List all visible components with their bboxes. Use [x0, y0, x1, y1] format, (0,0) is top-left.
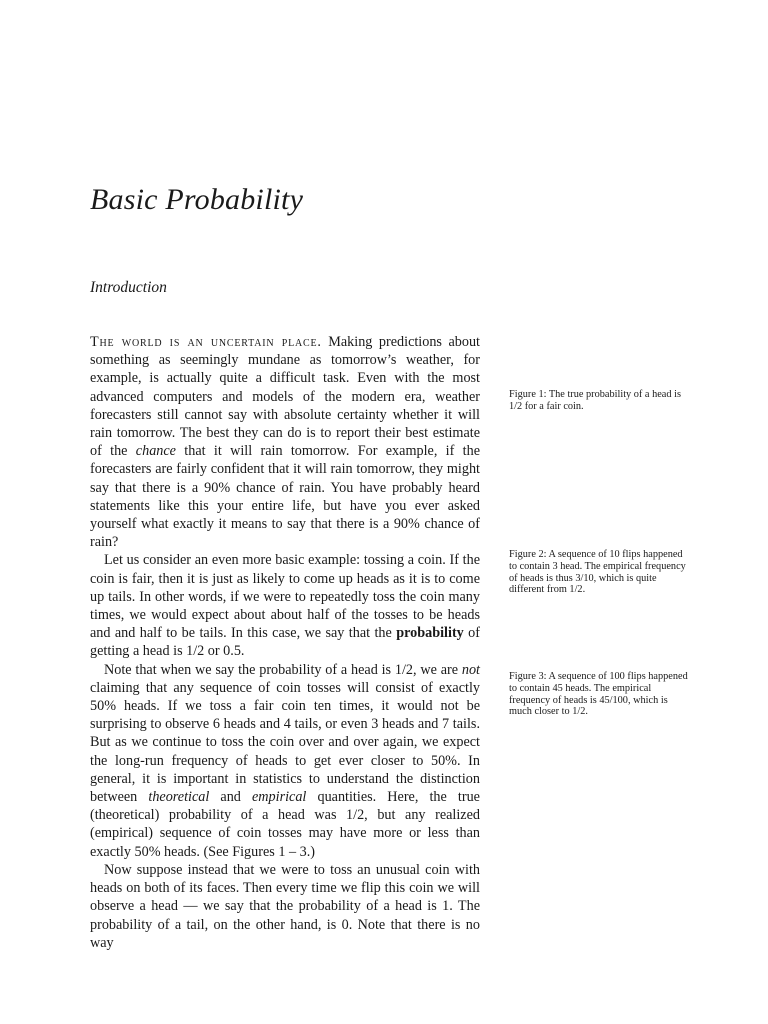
emphasis-text: empirical	[252, 789, 307, 806]
figure-3-caption: Figure 3: A sequence of 100 flips happened to contain 45 heads. The empirical frequency of heads is 45/100, which is much closer to 1/2.	[509, 671, 688, 718]
main-text-column	[90, 333, 480, 952]
figure-1-caption: Figure 1: The true probability of a head is 1/2 for a fair coin.	[509, 389, 681, 412]
paragraph-text: and	[209, 789, 252, 806]
paragraph-text: Now suppose instead that we were to toss an unusual coin with heads on both of its faces. Then every time we flip this coin we will observe a head — we say that the probability of a head is 1. The probability of a tail, on the other hand, is 0. Note that there is no way	[90, 861, 480, 951]
paragraph-2	[90, 551, 480, 660]
emphasis-text: theoretical	[148, 789, 210, 806]
paragraph-text: of getting a head is 1/2 or 0.5.	[90, 625, 480, 660]
paragraph-1	[90, 333, 480, 551]
bold-term: probability	[396, 625, 464, 642]
emphasis-text: chance	[135, 443, 176, 460]
paragraph-text: Let us consider an even more basic example: tossing a coin. If the coin is fair, then it is just as likely to come up heads as it is to come up tails. In other words, if we were to repeatedly toss the coin many times, we would expect about about half of the tosses to be heads and and half to be tails. In this case, we say that the	[90, 552, 480, 642]
section-title: Introduction	[90, 279, 167, 296]
paragraph-text: Making predictions about something as seemingly mundane as tomorrow’s weather, for example, is actually quite a difficult task. Even with the most advanced computers and models of the modern era, weather forecasters still cannot say with absolute certainty whether it will rain tomorrow. The best they can do is to report their best estimate of the	[90, 334, 480, 460]
paragraph-text: that it will rain tomorrow. For example, if the forecasters are fairly confident that it will rain tomorrow, they might say that there is a 90% chance of rain. You have probably heard statements like this your entire life, but have you ever asked yourself what exactly it means to say that there is a 90% chance of rain?	[90, 443, 480, 551]
paragraph-lead-in: The world is an uncertain place.	[90, 334, 322, 350]
paragraph-text: quantities. Here, the true (theoretical) probability of a head was 1/2, but any realized (empirical) sequence of coin tosses may have more or less than exactly 50% heads. (See Figures 1 – 3.)	[90, 789, 480, 860]
paragraph-4	[90, 861, 480, 952]
emphasis-text: not	[461, 661, 480, 678]
paragraph-3	[90, 661, 480, 861]
paragraph-text: Note that when we say the probability of a head is 1/2, we are	[104, 661, 462, 678]
figure-2-caption: Figure 2: A sequence of 10 flips happened to contain 3 head. The empirical frequency of heads is thus 3/10, which is quite different from 1/2.	[509, 549, 686, 596]
chapter-title: Basic Probability	[90, 183, 304, 216]
paragraph-text: claiming that any sequence of coin tosses will consist of exactly 50% heads. If we toss a fair coin ten times, it would not be surprising to observe 6 heads and 4 tails, or even 3 heads and 7 tails. But as we continue to toss the coin over and over again, we expect the long-run frequency of heads to get ever closer to 50%. In general, it is important in statistics to understand the distinction between	[90, 679, 480, 806]
